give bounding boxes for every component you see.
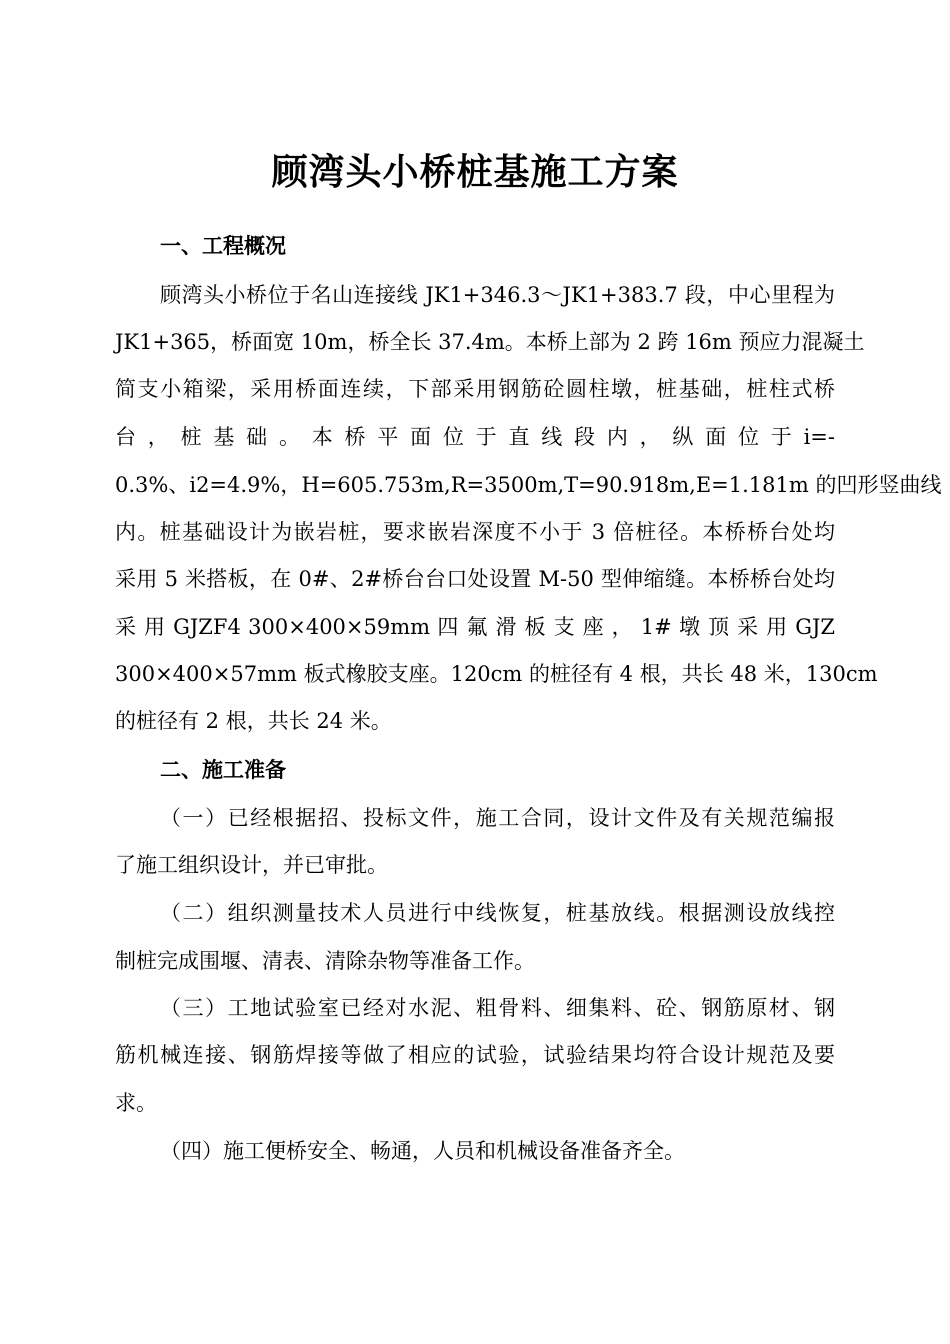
paragraph-line: JK1+365，桥面宽 10m，桥全长 37.4m。本桥上部为 2 跨 16m 预应力混凝土 [115,330,865,354]
paragraph-line: 求。 [115,1091,157,1115]
section-heading-preparation: 二、施工准备 [160,757,286,782]
paragraph-line: 0.3%、i2=4.9%，H=605.753m,R=3500m,T=90.918m,E=1.181m 的凹形竖曲线 [115,473,942,497]
paragraph-line: （二）组织测量技术人员进行中线恢复，桩基放线。根据测设放线控 [160,901,835,925]
paragraph-line: 简支小箱梁，采用桥面连续，下部采用钢筋砼圆柱墩，桩基础，桩柱式桥 [115,377,835,401]
paragraph-line: 采用 5 米搭板，在 0#、2#桥台台口处设置 M-50 型伸缩缝。本桥桥台处均 [115,567,835,591]
section-heading-overview: 一、工程概况 [160,233,286,258]
document-title: 顾湾头小桥桩基施工方案 [271,151,679,193]
paragraph-line: 顾湾头小桥位于名山连接线 JK1+346.3～JK1+383.7 段，中心里程为 [160,283,835,307]
paragraph-line: 台 ， 桩 基 础 。 本 桥 平 面 位 于 直 线 段 内 ， 纵 面 位 于 i=- [115,425,835,449]
paragraph-line: （三）工地试验室已经对水泥、粗骨料、细集料、砼、钢筋原材、钢 [160,996,835,1020]
paragraph-line: 采 用 GJZF4 300×400×59mm 四 氟 滑 板 支 座 ， 1# 墩 顶 采 用 GJZ [115,615,835,639]
paragraph-line: 的桩径有 2 根，共长 24 米。 [115,709,392,733]
paragraph-line: 筋机械连接、钢筋焊接等做了相应的试验，试验结果均符合设计规范及要 [115,1043,835,1067]
paragraph-line: 内。桩基础设计为嵌岩桩，要求嵌岩深度不小于 3 倍桩径。本桥桥台处均 [115,520,835,544]
paragraph-line: （四）施工便桥安全、畅通，人员和机械设备准备齐全。 [160,1139,685,1163]
paragraph-line: （一）已经根据招、投标文件，施工合同，设计文件及有关规范编报 [160,806,835,830]
paragraph-line: 300×400×57mm 板式橡胶支座。120cm 的桩径有 4 根，共长 48 米，130cm [115,662,878,686]
paragraph-line: 了施工组织设计，并已审批。 [115,853,388,877]
paragraph-line: 制桩完成围堰、清表、清除杂物等准备工作。 [115,949,535,973]
